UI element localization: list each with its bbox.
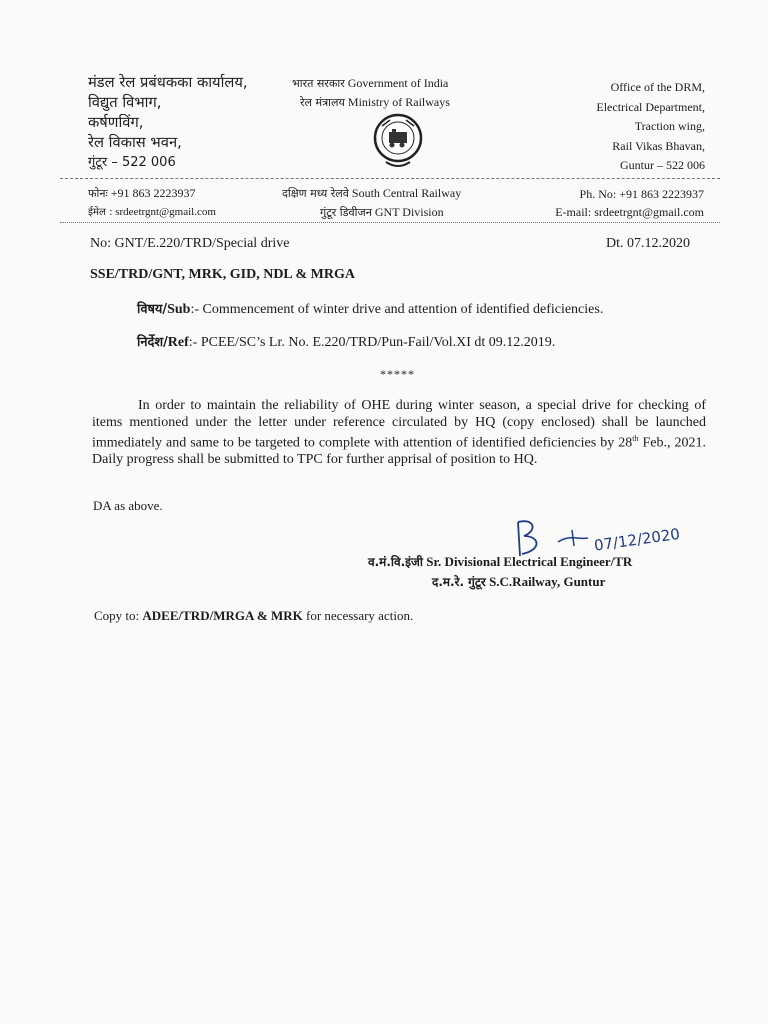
phone-english: Ph. No: +91 863 2223937 xyxy=(579,187,704,201)
railway-line xyxy=(282,184,461,203)
ministry-line xyxy=(292,93,450,112)
office-line-5: गुंटूर – 522 006 xyxy=(88,155,176,170)
signatory-hindi-1: व.मं.वि.इंजी xyxy=(368,555,423,569)
govt-hindi: भारत सरकार xyxy=(292,77,345,90)
division-line xyxy=(282,203,461,222)
letter-date: Dt. 07.12.2020 xyxy=(606,236,690,251)
subject-line xyxy=(137,299,603,318)
govt-line xyxy=(292,74,450,93)
subject-label: Sub xyxy=(167,302,191,317)
email-english: E-mail: srdeetrgnt@gmail.com xyxy=(555,205,704,219)
office-en-line-2: Electrical Department, xyxy=(596,99,705,114)
signatory-designation xyxy=(368,553,632,570)
division-english: GNT Division xyxy=(374,205,444,219)
email-hindi-label: ईमेल : xyxy=(88,207,113,218)
railway-hindi: दक्षिण मध्य रेलवे xyxy=(282,187,349,200)
separator-stars: ***** xyxy=(380,367,415,381)
contact-divider xyxy=(60,222,720,223)
phone-hindi-label: फोनः xyxy=(88,187,108,200)
subject-label-hindi: विषय/ xyxy=(137,302,168,317)
body-text-2: Feb., 2021. Daily progress shall be submitted to TPC for further apprisal of position to HQ. xyxy=(92,435,706,468)
office-line-2: विद्युत विभाग, xyxy=(88,94,162,111)
indian-railways-emblem-icon xyxy=(372,112,424,172)
copy-label: Copy to: xyxy=(94,608,140,623)
government-header xyxy=(292,74,450,112)
body-superscript: th xyxy=(632,434,639,443)
ministry-english: Ministry of Railways xyxy=(347,95,450,109)
signatory-english-1: Sr. Divisional Electrical Engineer/TR xyxy=(426,554,633,569)
office-address-english xyxy=(596,78,705,176)
division-hindi: गुंटूर डिवीजन xyxy=(320,206,372,219)
phone-hindi xyxy=(88,184,216,203)
contact-english xyxy=(555,185,704,221)
copy-purpose: for necessary action. xyxy=(306,608,414,623)
ministry-hindi: रेल मंत्रालय xyxy=(300,96,345,109)
office-en-line-5: Guntur – 522 006 xyxy=(620,158,705,172)
signatory-english-2: S.C.Railway, Guntur xyxy=(489,574,606,589)
office-en-line-1: Office of the DRM, xyxy=(610,80,705,94)
reference-text: :- PCEE/SC’s Lr. No. E.220/TRD/Pun-Fail/Vol.XI dt 09.12.2019. xyxy=(188,335,556,350)
subject-text: :- Commencement of winter drive and attention of identified deficiencies. xyxy=(190,302,604,317)
office-line-1: मंडल रेल प्रबंधकका कार्यालय, xyxy=(88,74,248,91)
contact-hindi xyxy=(88,184,216,222)
phone-hindi-value: +91 863 2223937 xyxy=(110,186,196,200)
office-address-hindi xyxy=(88,74,248,174)
office-en-line-4: Rail Vikas Bhavan, xyxy=(612,138,705,153)
email-hindi xyxy=(88,203,216,222)
copy-to-line xyxy=(94,608,413,624)
reference-label-hindi: निर्देश/ xyxy=(137,335,168,350)
body-text-1: In order to maintain the reliability of OHE during winter season, a special drive for checking of items mentioned under the letter under reference circulated by HQ (copy enclosed) shall be launched immediately and same to be targeted to complete with attention of identified deficiencies by 28 xyxy=(92,398,706,451)
office-en-line-3: Traction wing, xyxy=(634,119,705,133)
signature-date: 07/12/2020 xyxy=(592,524,682,555)
signatory-hindi-2: द.म.रे. गुंटूर xyxy=(432,575,486,589)
reference-label: Ref xyxy=(167,335,189,350)
addressee: SSE/TRD/GNT, MRK, GID, NDL & MRGA xyxy=(90,267,355,282)
enclosure-note: DA as above. xyxy=(93,498,163,513)
copy-recipients: ADEE/TRD/MRGA & MRK xyxy=(142,608,303,623)
railway-english: South Central Railway xyxy=(351,186,462,200)
office-line-3: कर्षणविंग, xyxy=(88,114,144,131)
email-hindi-value: srdeetrgnt@gmail.com xyxy=(115,206,216,218)
office-line-4: रेल विकास भवन, xyxy=(88,134,182,151)
body-paragraph xyxy=(92,398,706,469)
reference-line xyxy=(137,332,555,351)
header-divider xyxy=(60,178,720,179)
signatory-office xyxy=(432,573,605,590)
letter-number: No: GNT/E.220/TRD/Special drive xyxy=(90,236,290,251)
govt-english: Government of India xyxy=(347,76,449,90)
railway-division xyxy=(282,184,461,222)
